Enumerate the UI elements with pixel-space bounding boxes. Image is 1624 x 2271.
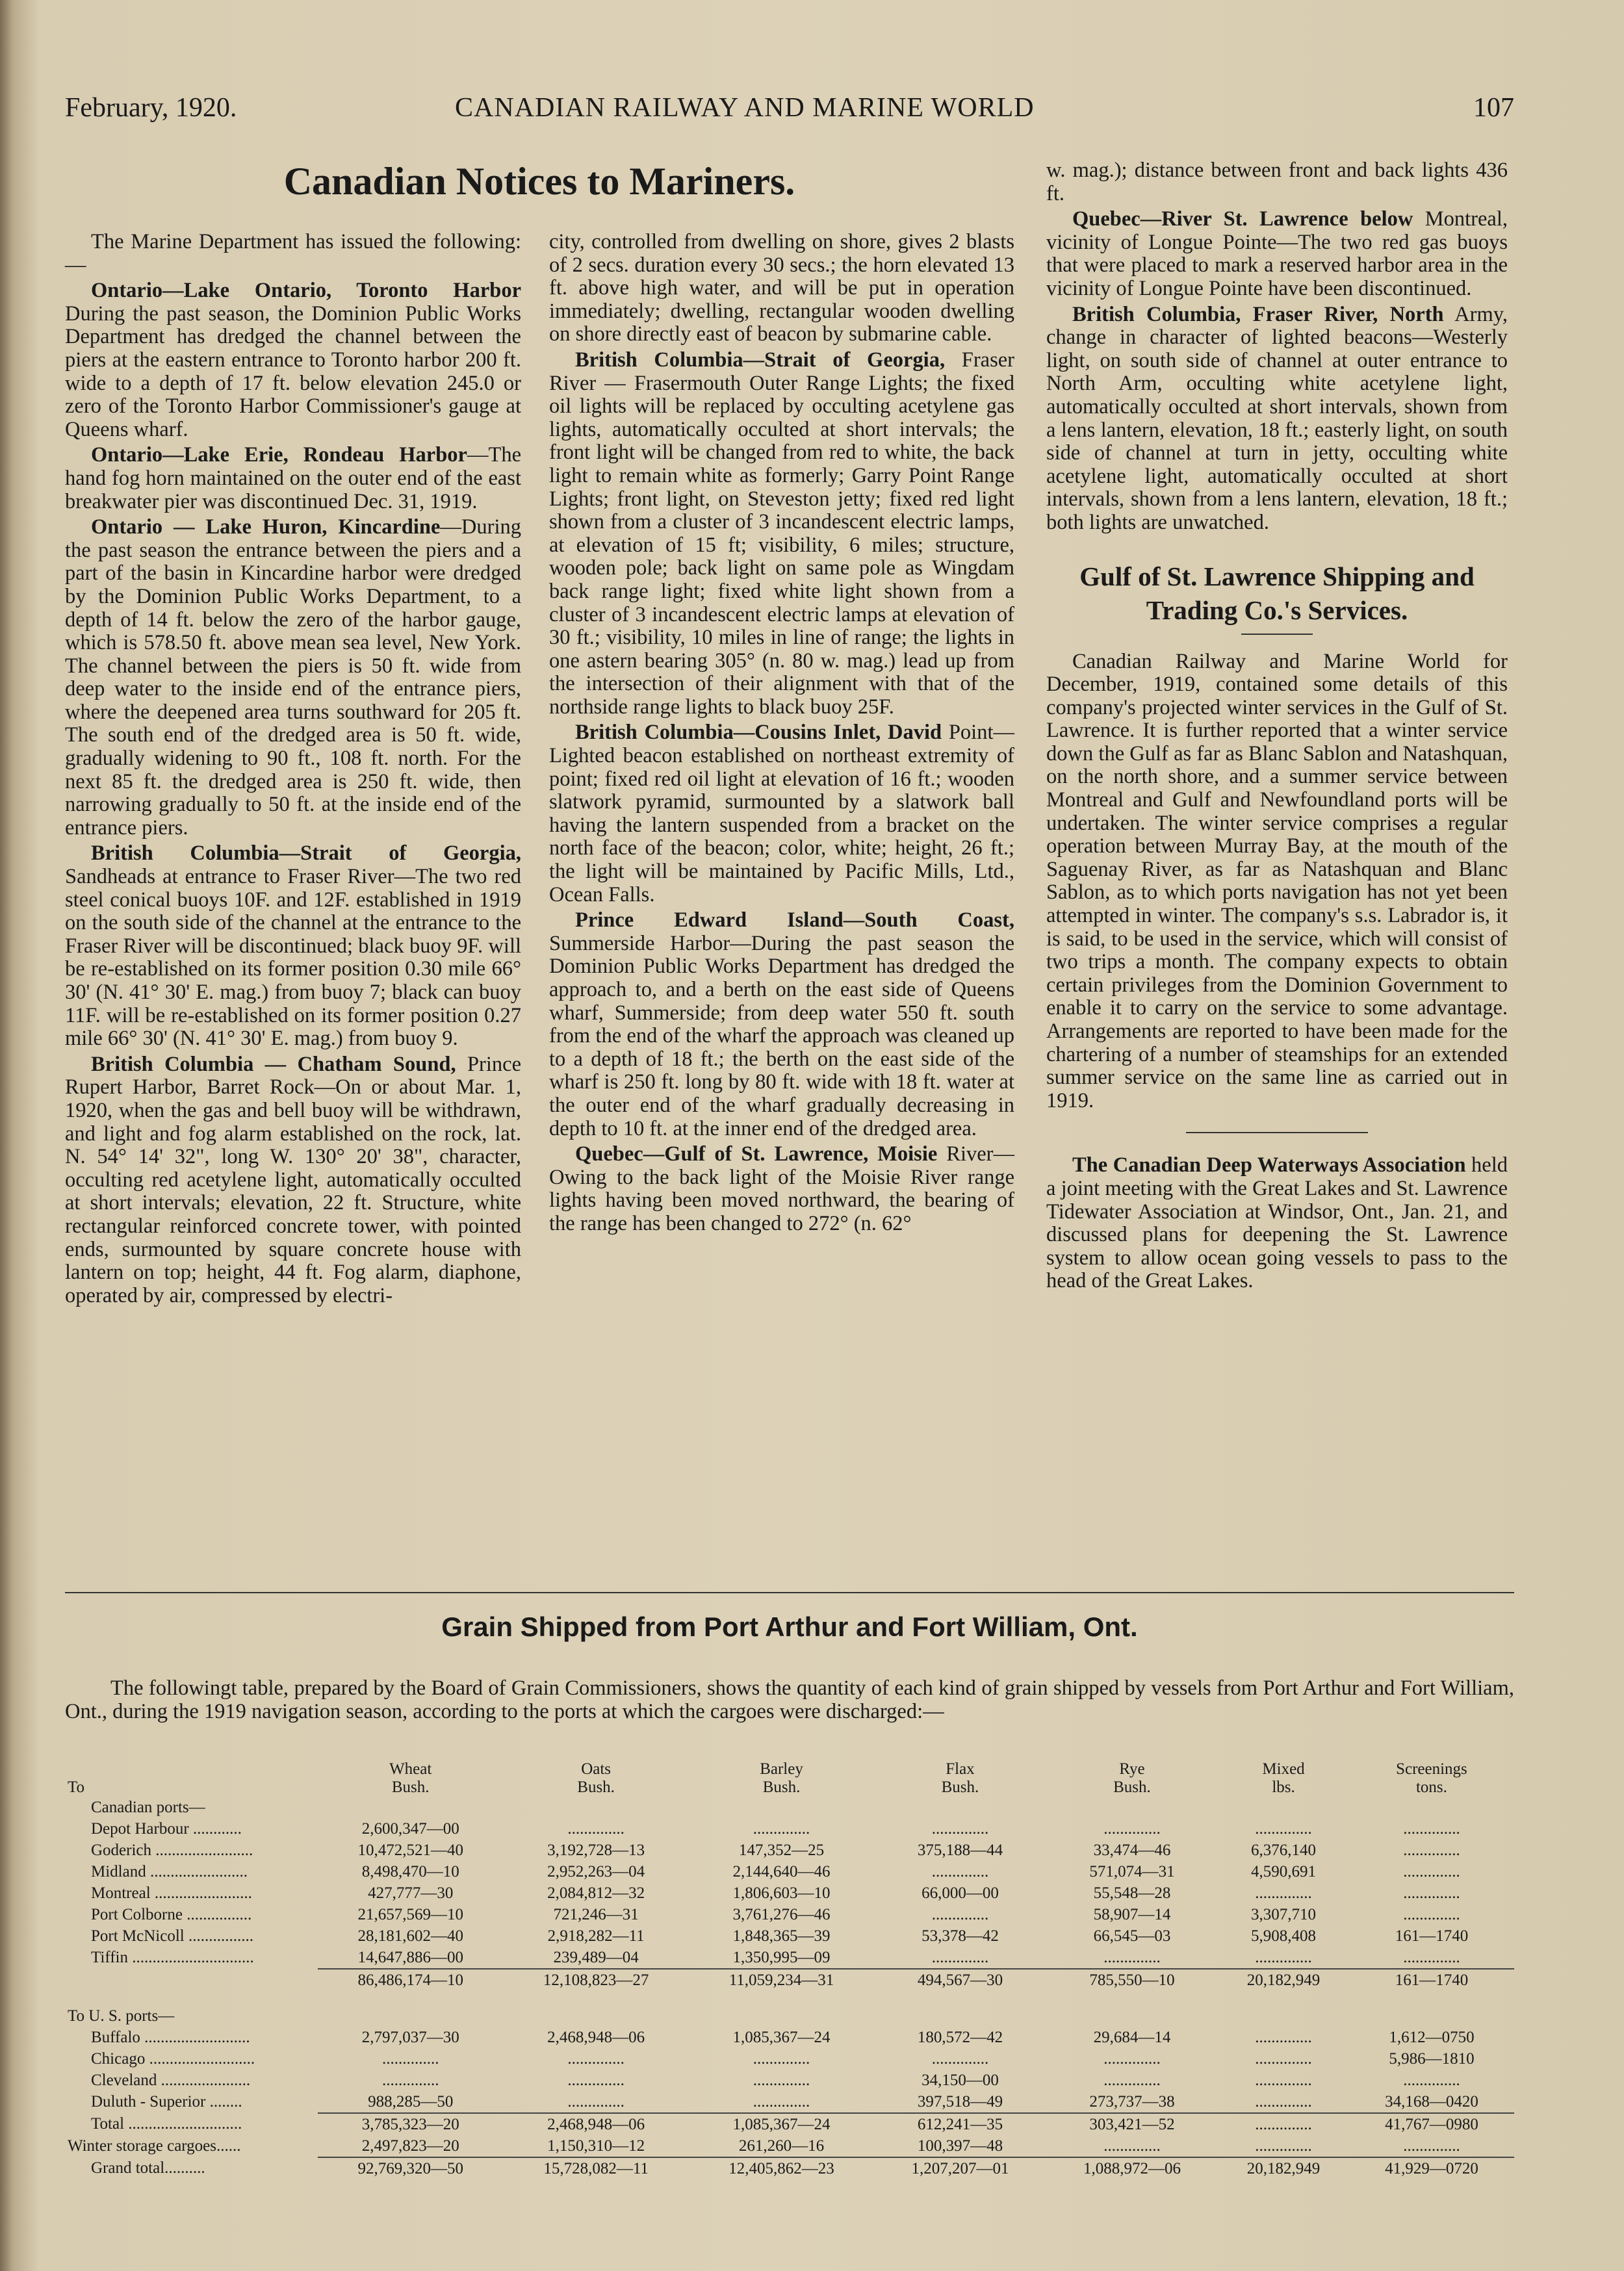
issue-date: February, 1920. <box>65 93 237 123</box>
table-cell: 397,518—49 <box>917 2092 1003 2111</box>
notice-heading: Ontario—Lake Erie, Rondeau Harbor <box>91 443 467 467</box>
row-label <box>65 1969 318 1991</box>
table-cell <box>503 1991 688 2005</box>
table-cell: 34,168—0420 <box>1385 2092 1478 2111</box>
header-barley <box>689 1751 874 1797</box>
table-cell: .............. <box>567 1819 625 1838</box>
table-cell: 20,182,949 <box>1218 1969 1349 1991</box>
table-cell: 2,952,263—04 <box>547 1862 645 1880</box>
row-label: Grand total.......... <box>91 2159 205 2177</box>
row-label <box>65 1991 318 2005</box>
table-cell: 1,207,207—01 <box>874 2157 1046 2179</box>
table-cell: 55,548—28 <box>1093 1884 1171 1902</box>
table-cell: 3,785,323—20 <box>318 2113 503 2135</box>
table-cell: .............. <box>1403 2071 1460 2089</box>
table-cell: 2,144,640—46 <box>732 1862 831 1880</box>
table-cell: .............. <box>381 2071 439 2089</box>
table-cell: .............. <box>1403 1884 1460 1902</box>
table-cell <box>1218 1991 1349 2005</box>
table-row <box>65 2027 1514 2048</box>
table-cell <box>318 1991 503 2005</box>
table-cell: .............. <box>1255 2028 1312 2046</box>
table-cell: 28,181,602—40 <box>357 1927 463 1945</box>
row-label: Buffalo .......................... <box>91 2028 250 2046</box>
table-cell <box>1349 1797 1514 1818</box>
total-row <box>65 2113 1514 2135</box>
header-line: Mixed <box>1262 1760 1305 1778</box>
notice-heading: British Columbia, Fraser River, North <box>1072 302 1444 326</box>
notice-text: The Marine Department has issued the following:— <box>65 230 521 277</box>
notice-paragraph <box>549 1143 1014 1235</box>
notice-paragraph <box>65 516 521 840</box>
header-line: Wheat <box>389 1760 432 1778</box>
table-cell <box>1046 1797 1218 1818</box>
table-cell: .............. <box>1255 1819 1312 1838</box>
grain-table-title: Grain Shipped from Port Arthur and Fort William, Ont. <box>441 1611 1138 1642</box>
table-cell <box>1046 2005 1218 2027</box>
divider <box>1186 1132 1368 1133</box>
table-cell: 8,498,470—10 <box>361 1862 459 1880</box>
row-label: Midland ........................ <box>91 1862 248 1880</box>
table-cell <box>1218 1797 1349 1818</box>
table-cell: 2,468,948—06 <box>547 2028 645 2046</box>
table-cell: 2,918,282—11 <box>547 1927 645 1945</box>
notice-paragraph <box>549 231 1014 346</box>
table-cell <box>1349 1991 1514 2005</box>
row-label: Duluth - Superior ........ <box>91 2093 242 2111</box>
table-row <box>65 1904 1514 1925</box>
row-label: Port Colborne ................ <box>91 1905 252 1923</box>
row-label: Tiffin .............................. <box>91 1949 254 1966</box>
table-cell: 1,088,972—06 <box>1046 2157 1218 2179</box>
table-cell <box>874 2005 1046 2027</box>
notice-heading: Ontario—Lake Ontario, Toronto Harbor <box>91 279 521 303</box>
table-cell <box>874 1797 1046 1818</box>
notice-paragraph <box>65 444 521 513</box>
header-screenings <box>1349 1751 1514 1797</box>
table-cell: 41,767—0980 <box>1349 2113 1514 2135</box>
table-cell: .............. <box>567 2071 625 2089</box>
header-line: Bush. <box>577 1778 615 1796</box>
table-row <box>65 1818 1514 1840</box>
notice-text: city, controlled from dwelling on shore, gives 2 blasts of 2 secs. duration every 30 secs.; the horn elevated 13 ft. above high water, and will be put in operation immediately; dwelling, rectangular wooden dwelling on shore directly east of beacon by submarine cable. <box>549 230 1014 346</box>
notice-heading: British Columbia—Cousins Inlet, David <box>575 721 942 745</box>
table-cell: .............. <box>1103 2049 1161 2068</box>
notice-paragraph <box>1046 159 1508 205</box>
short-divider <box>1241 634 1313 635</box>
notices-title: Canadian Notices to Mariners. <box>283 160 795 203</box>
table-cell: .............. <box>753 2092 810 2111</box>
header-mixed <box>1218 1751 1349 1797</box>
grain-table <box>65 1751 1514 2179</box>
table-cell: 1,350,995—09 <box>732 1948 831 1966</box>
table-cell: 3,192,728—13 <box>547 1841 645 1859</box>
row-label: Montreal ........................ <box>91 1884 252 1902</box>
table-cell <box>1046 1991 1218 2005</box>
waterways-note <box>1046 1154 1508 1293</box>
table-cell <box>503 1797 688 1818</box>
table-cell: 10,472,521—40 <box>357 1841 463 1859</box>
header-line: Screenings <box>1396 1760 1467 1778</box>
table-row <box>65 1840 1514 1861</box>
notice-text: Montreal, vicinity of Longue Pointe—The two red gas buoys that were placed to mark a reserved harbor area in the vicinity of Longue Pointe have been discontinued. <box>1046 207 1508 300</box>
table-cell: 86,486,174—10 <box>318 1969 503 1991</box>
table-row <box>65 2070 1514 2091</box>
table-cell: .............. <box>1403 1905 1460 1923</box>
header-line: Bush. <box>391 1778 430 1796</box>
table-cell: .............. <box>1255 2071 1312 2089</box>
header-line: Bush. <box>941 1778 979 1796</box>
table-cell: 34,150—00 <box>922 2071 999 2089</box>
section-rule <box>65 1592 1514 1593</box>
table-cell: 2,600,347—00 <box>361 1819 459 1838</box>
gulf-article-body: Canadian Railway and Marine World for December, 1919, contained some details of this company's projected winter services in the Gulf of St. Lawrence. It is further reported that a winter service down the Gulf as far as Blanc Sablon and Natashquan, on the north shore, and a summer service between Montreal and Gulf and Newfoundland ports will be undertaken. The winter service comprises a regular operation between Murray Bay, at the mouth of the Saguenay River, as far as Natashquan and Blanc Sablon, as to which ports navigation has not yet been attempted in winter. The company's s.s. Labrador is, it is said, to be used in the service, which will consist of two trips a month. The company expects to obtain certain privileges from the Dominion Government to enable it to carry on the service to some advantage. Arrangements are reported to have been made for the chartering of a number of steamships for an extended summer service on the same line as carried out in 1919. <box>1046 649 1508 1112</box>
table-cell: .............. <box>1218 2113 1349 2135</box>
table-cell: 1,150,310—12 <box>547 2136 645 2155</box>
table-cell: .............. <box>1403 1819 1460 1838</box>
notice-text: —The hand fog horn maintained on the outer end of the east breakwater pier was discontinued Dec. 31, 1919. <box>65 443 521 513</box>
table-cell: 1,612—0750 <box>1389 2028 1475 2046</box>
section-label-row <box>65 1797 1514 1818</box>
table-cell <box>689 2005 874 2027</box>
table-cell: 20,182,949 <box>1218 2157 1349 2179</box>
row-label: Canadian ports— <box>91 1798 205 1816</box>
table-cell: 785,550—10 <box>1046 1969 1218 1991</box>
table-cell: 12,108,823—27 <box>503 1969 688 1991</box>
table-cell: 2,468,948—06 <box>503 2113 688 2135</box>
grain-intro <box>65 1676 1514 1723</box>
table-cell: 53,378—42 <box>922 1927 999 1945</box>
table-cell: .............. <box>1255 1884 1312 1902</box>
notices-continued <box>1046 159 1508 535</box>
table-row <box>65 2091 1514 2113</box>
table-cell: 100,397—48 <box>917 2136 1003 2155</box>
table-cell: 161—1740 <box>1349 1969 1514 1991</box>
table-header-row <box>65 1751 1514 1797</box>
table-cell: 5,986—1810 <box>1389 2049 1475 2068</box>
grain-intro-text: The followingt table, prepared by the Board of Grain Commissioners, shows the quantity of each kind of grain shipped by vessels from Port Arthur and Fort William, Ont., during the 1919 navigation season, according to the ports at which the cargoes were discharged:— <box>65 1676 1514 1723</box>
notice-heading: Quebec—River St. Lawrence below <box>1072 207 1413 231</box>
row-label: Total ............................ <box>91 2115 242 2133</box>
table-cell: 721,246—31 <box>553 1905 639 1923</box>
table-cell: .............. <box>1403 1948 1460 1966</box>
table-cell: 239,489—04 <box>553 1948 639 1966</box>
table-cell: 3,307,710 <box>1251 1905 1317 1923</box>
table-cell: .............. <box>1255 2136 1312 2155</box>
table-cell: 147,352—25 <box>738 1841 825 1859</box>
row-label: Cleveland ...................... <box>91 2071 251 2089</box>
table-cell: 66,545—03 <box>1093 1927 1171 1945</box>
notice-text: Fraser River — Frasermouth Outer Range Lights; the fixed oil lights will be replaced by occulting acetylene gas lights, automatically occulted at short intervals; the front light will be changed from red to white, the back light to remain white as formerly; Garry Point Range Lights; front light, on Steveston jetty; fixed red light shown from a cluster of 3 incandescent electric lamps, at elevation of 15 ft; visibility, 6 miles; structure, wooden pole; back light on same pole as Wingdam back range light; fixed white light shown from a cluster of 3 incandescent electric lamps at elevation of 30 ft.; visibility, 10 miles in line of range; the lights in one astern bearing 305° (n. 80 w. mag.) lead up from the intersection of their alignment with that of the northside range lights to black buoy 25F. <box>549 348 1014 719</box>
table-row <box>65 1925 1514 1947</box>
table-cell: 261,260—16 <box>738 2136 825 2155</box>
table-cell: 375,188—44 <box>917 1841 1003 1859</box>
table-cell: .............. <box>1255 2049 1312 2068</box>
table-cell <box>689 1991 874 2005</box>
header-line: lbs. <box>1272 1778 1295 1796</box>
table-row <box>65 1947 1514 1969</box>
table-cell: 29,684—14 <box>1093 2028 1171 2046</box>
grain-table-body <box>65 1797 1514 2179</box>
notice-paragraph <box>1046 303 1508 535</box>
table-cell <box>318 1797 503 1818</box>
header-oats <box>503 1751 688 1797</box>
header-line: Oats <box>581 1760 612 1778</box>
table-cell: .............. <box>931 1819 989 1838</box>
table-cell: .............. <box>1103 2071 1161 2089</box>
row-label: To U. S. ports— <box>68 2007 175 2025</box>
notice-heading: Quebec—Gulf of St. Lawrence, Moisie <box>575 1142 938 1166</box>
table-cell: 92,769,320—50 <box>318 2157 503 2179</box>
table-cell: 33,474—46 <box>1093 1841 1171 1859</box>
notice-heading: British Columbia — Chatham Sound, <box>91 1052 456 1076</box>
section-label-row <box>65 2005 1514 2027</box>
table-cell: .............. <box>931 1905 989 1923</box>
table-cell: .............. <box>753 2071 810 2089</box>
journal-title: CANADIAN RAILWAY AND MARINE WORLD <box>455 93 1035 123</box>
header-line: tons. <box>1415 1778 1447 1796</box>
table-cell: 2,497,823—20 <box>361 2136 459 2155</box>
table-cell: 41,929—0720 <box>1349 2157 1514 2179</box>
table-cell <box>874 1991 1046 2005</box>
table-cell: .............. <box>567 2092 625 2111</box>
table-row <box>65 1861 1514 1882</box>
notice-paragraph <box>1046 208 1508 300</box>
header-wheat <box>318 1751 503 1797</box>
table-cell: 1,085,367—24 <box>689 2113 874 2135</box>
notice-text: —During the past season the entrance between the piers and a part of the basin in Kincardine harbor were dredged by the Dominion Public Works Department, to a depth of 14 ft. below the zero of the harbor gauge, which is 578.50 ft. above mean sea level, New York. The channel between the piers is 50 ft. wide from deep water to the inside end of the entrance piers, where the deepened area turns southward for 205 ft. The south end of the dredged area is 50 ft. wide, gradually widening to 90 ft., 108 ft. north. For the next 85 ft. the dredged area is 250 ft. wide, then narrowing gradually to 50 ft. at the inside end of the entrance piers. <box>65 515 521 840</box>
table-cell: 66,000—00 <box>922 1884 999 1902</box>
notice-paragraph <box>549 721 1014 906</box>
notice-text: River—Owing to the back light of the Moisie River range lights having been moved northward, the bearing of the range has been changed to 272° (n. 62° <box>549 1142 1014 1235</box>
table-cell: .............. <box>931 1862 989 1880</box>
table-cell: 427,777—30 <box>368 1884 454 1902</box>
header-line: Barley <box>760 1760 803 1778</box>
table-cell: 180,572—42 <box>917 2028 1003 2046</box>
table-cell: 11,059,234—31 <box>689 1969 874 1991</box>
notice-heading: British Columbia—Strait of Georgia, <box>91 841 521 866</box>
row-label: Depot Harbour ............ <box>91 1819 242 1838</box>
table-cell: .............. <box>1255 1948 1312 1966</box>
notice-paragraph <box>549 909 1014 1140</box>
table-cell: 15,728,082—11 <box>503 2157 688 2179</box>
table-cell: .............. <box>567 2049 625 2068</box>
table-cell: .............. <box>931 1948 989 1966</box>
table-cell: 21,657,569—10 <box>357 1905 463 1923</box>
table-cell: 612,241—35 <box>874 2113 1046 2135</box>
grand-total-row <box>65 2157 1514 2179</box>
table-cell: 2,797,037—30 <box>361 2028 459 2046</box>
row-label: Winter storage cargoes...... <box>68 2137 241 2155</box>
table-row <box>65 1882 1514 1904</box>
notice-paragraph <box>65 1053 521 1308</box>
notice-text: w. mag.); distance between front and back lights 436 ft. <box>1046 159 1508 205</box>
table-cell: 14,647,886—00 <box>357 1948 463 1966</box>
table-cell: 4,590,691 <box>1251 1862 1317 1880</box>
table-cell <box>318 2005 503 2027</box>
notice-text: Point—Lighted beacon established on northeast extremity of point; fixed red oil light at elevation of 16 ft.; wooden slatwork pyramid, surmounted by a slatwork ball having the lantern suspended from a bracket on the north face of the beacon; color, white; height, 26 ft.; the light will be maintained by Pacific Mills, Ltd., Ocean Falls. <box>549 721 1014 906</box>
table-cell: 3,761,276—46 <box>732 1905 831 1923</box>
table-row <box>65 2048 1514 2070</box>
table-cell: .............. <box>1103 1948 1161 1966</box>
table-cell: .............. <box>1103 2136 1161 2155</box>
table-cell: 161—1740 <box>1395 1927 1469 1945</box>
gulf-article-title: Gulf of St. Lawrence Shipping and Trading Co.'s Services. <box>1079 561 1475 625</box>
table-cell: .............. <box>381 2049 439 2068</box>
notice-text: Sandheads at entrance to Fraser River—The two red steel conical buoys 10F. and 12F. established in 1919 on the south side of the channel at the entrance to the Fraser River will be discontinued; black buoy 9F. will be re-established on its former position 0.30 mile 66° 30' (N. 41° 30' E. mag.) from buoy 7; black can buoy 11F. will be re-established on its former position 0.27 mile 66° 30' (N. 41° 30' E. mag.) from buoy 9. <box>65 865 521 1051</box>
notice-paragraph <box>65 279 521 441</box>
header-line: Bush. <box>762 1778 801 1796</box>
table-cell: .............. <box>931 2049 989 2068</box>
table-cell: 571,074—31 <box>1089 1862 1175 1880</box>
header-to: To <box>68 1778 85 1796</box>
table-cell <box>689 1797 874 1818</box>
header-line: Flax <box>946 1760 975 1778</box>
table-cell: 303,421—52 <box>1046 2113 1218 2135</box>
notice-heading: Prince Edward Island—South Coast, <box>575 908 1014 932</box>
page-number: 107 <box>1473 93 1514 123</box>
notice-heading: British Columbia—Strait of Georgia, <box>575 348 946 372</box>
table-cell <box>503 2005 688 2027</box>
table-cell: 6,376,140 <box>1251 1841 1317 1859</box>
header-line: Bush. <box>1113 1778 1151 1796</box>
table-cell: .............. <box>1403 1862 1460 1880</box>
row-label: Goderich ........................ <box>91 1841 253 1859</box>
notice-heading: Ontario — Lake Huron, Kincardine <box>91 515 441 539</box>
column-2 <box>549 231 1014 1236</box>
table-cell: 5,908,408 <box>1251 1927 1317 1945</box>
table-cell: .............. <box>1403 2136 1460 2155</box>
table-cell: .............. <box>1103 1819 1161 1838</box>
table-cell: 1,806,603—10 <box>732 1884 831 1902</box>
total-row <box>65 1969 1514 1991</box>
table-cell: 58,907—14 <box>1093 1905 1171 1923</box>
notice-text: Army, change in character of lighted beacons—Westerly light, on south side of channel at outer entrance to North Arm, occulting white acetylene light, automatically occulted at short intervals, shown from a lens lantern, elevation, 18 ft.; easterly light, on south side of channel at turn in jetty, occulting white acetylene light, automatically occulted at short intervals, shown from a lens lantern, elevation, 18 ft.; both lights are unwatched. <box>1046 302 1508 534</box>
table-cell: 2,084,812—32 <box>547 1884 645 1902</box>
column-1 <box>65 231 521 1307</box>
waterways-note-text: held a joint meeting with the Great Lakes and St. Lawrence Tidewater Association at Windsor, Ont., Jan. 21, and discussed plans for deepening the St. Lawrence system to allow ocean going vessels to pass to the head of the Great Lakes. <box>1046 1153 1508 1293</box>
notice-text: During the past season, the Dominion Public Works Department has dredged the channel between the piers at the eastern entrance to Toronto harbor 200 ft. wide to a depth of 17 ft. below elevation 245.0 or zero of the Toronto Harbor Commissioner's gauge at Queens wharf. <box>65 302 521 441</box>
table-cell: .............. <box>1403 1841 1460 1859</box>
notice-text: Summerside Harbor—During the past season the Dominion Public Works Department has dredged the approach to, and a berth on the east side of Queens wharf, Summerside; from deep water 550 ft. south from the end of the wharf the approach was cleaned up to a depth of 18 ft.; the berth on the east side of the wharf is 250 ft. long by 80 ft. wide with 18 ft. water at the outer end of the wharf gradually decreasing in depth to 10 ft. at the inner end of the dredged area. <box>549 931 1014 1140</box>
table-cell <box>1349 2005 1514 2027</box>
notice-paragraph <box>65 842 521 1050</box>
notice-paragraph <box>65 231 521 277</box>
table-cell: 494,567—30 <box>874 1969 1046 1991</box>
header-rye <box>1046 1751 1218 1797</box>
table-cell: 273,737—38 <box>1089 2092 1175 2111</box>
notice-text: Prince Rupert Harbor, Barret Rock—On or about Mar. 1, 1920, when the gas and bell buoy will be withdrawn, and light and fog alarm established on the rock, lat. N. 54° 14' 32", long W. 130° 20' 38", character, occulting red acetylene light, automatically occulted at short intervals; elevation, 22 ft. Structure, white rectangular reinforced concrete tower, with pointed ends, surmounted by square concrete house with lantern on top; height, 44 ft. Fog alarm, diaphone, operated by air, compressed by electri- <box>65 1052 521 1307</box>
row-label: Chicago .......................... <box>91 2049 255 2068</box>
waterways-note-lead: The Canadian Deep Waterways Association <box>1072 1153 1466 1177</box>
spacer-row <box>65 1991 1514 2005</box>
running-head <box>65 92 1514 131</box>
table-cell: 1,848,365—39 <box>732 1927 831 1945</box>
notice-paragraph <box>549 349 1014 719</box>
table-cell: .............. <box>753 1819 810 1838</box>
table-cell: 988,285—50 <box>368 2092 454 2111</box>
table-cell: 1,085,367—24 <box>732 2028 831 2046</box>
row-label: Port McNicoll ................ <box>91 1927 253 1945</box>
table-cell: .............. <box>753 2049 810 2068</box>
table-cell <box>1218 2005 1349 2027</box>
column-3 <box>1046 159 1508 1293</box>
table-cell: 12,405,862—23 <box>689 2157 874 2179</box>
winter-row <box>65 2135 1514 2157</box>
header-flax <box>874 1751 1046 1797</box>
table-cell: .............. <box>1255 2092 1312 2111</box>
header-line: Rye <box>1119 1760 1145 1778</box>
